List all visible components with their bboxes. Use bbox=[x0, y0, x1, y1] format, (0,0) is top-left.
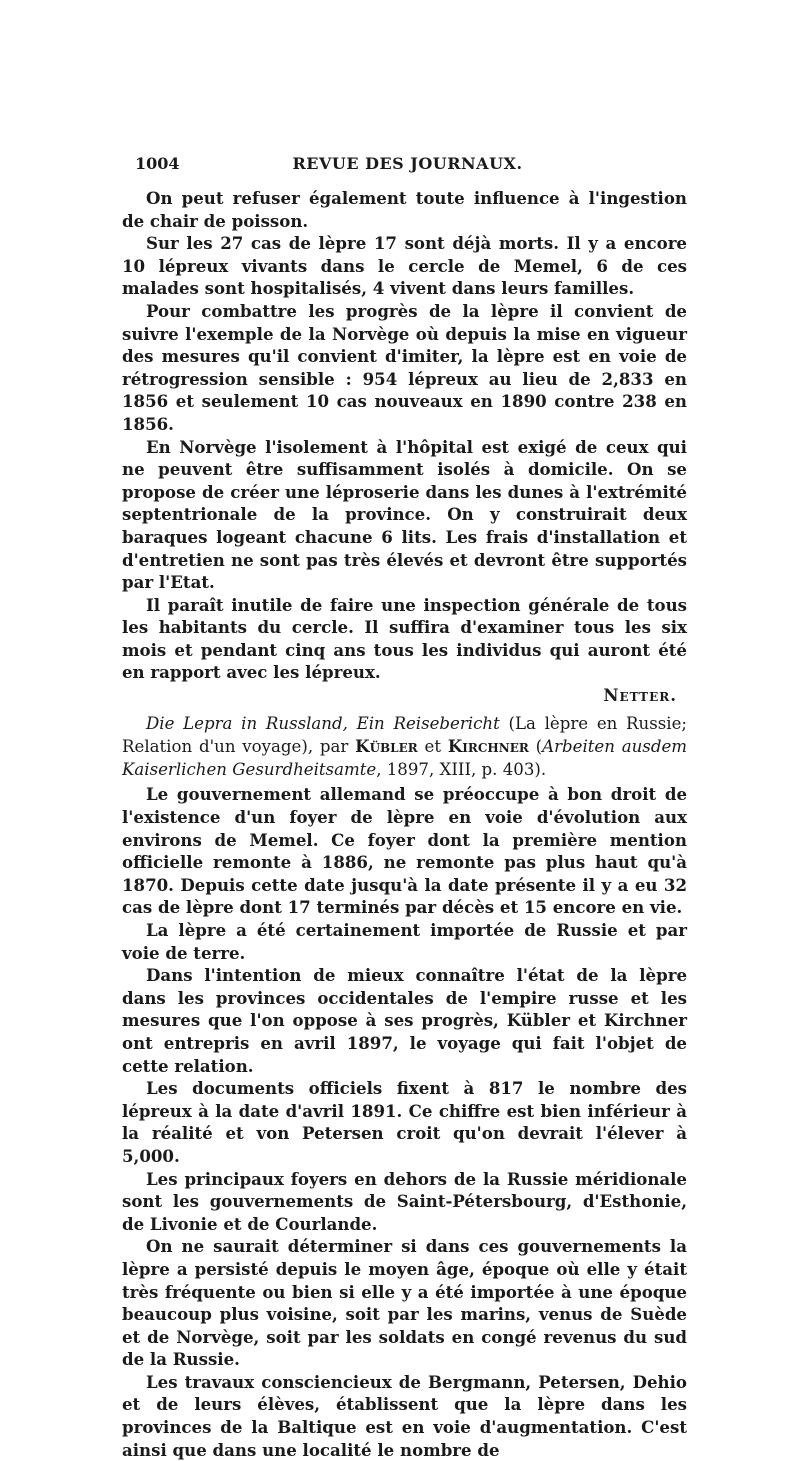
reference-title: Die Lepra in Russland, Ein Reisebericht bbox=[146, 713, 500, 733]
reference-author: Kirchner bbox=[447, 736, 529, 757]
reference-translation: (La lèpre en Russie; Relation d'un voyage), par bbox=[122, 713, 687, 757]
paragraph: On ne saurait déterminer si dans ces gouvernements la lèpre a persisté depuis le moyen âge, époque où elle y était très fréquente ou bien si elle y a été importée à une époque beaucoup plus voisine, soit par les marins, venus de Suède et de Norvège, soit par les soldats en congé revenus du sud de la Russie. bbox=[122, 1236, 687, 1370]
paragraph: Le gouvernement allemand se préoccupe à bon droit de l'existence d'un foyer de lèpre en voie d'évolution aux environs de Memel. Ce foyer dont la première mention officielle remonte à 1886, ne remonte pas plus haut qu'à 1870. Depuis cette date jusqu'à la date présente il y a eu 32 cas de lèpre dont 17 terminés par décès et 15 encore en vie. bbox=[122, 784, 687, 918]
reference-journal: Arbeiten ausdem Kaiserlichen Gesurdheitsamte bbox=[122, 737, 687, 779]
paragraph: Les principaux foyers en dehors de la Russie méridionale sont les gouvernements de Saint-Pétersbourg, d'Esthonie, de Livonie et de Courlande. bbox=[122, 1168, 687, 1234]
reference-citation: , 1897, XIII, p. 403). bbox=[376, 759, 547, 779]
page-header bbox=[135, 154, 680, 178]
page-number: 1004 bbox=[135, 154, 180, 173]
paragraph: Pour combattre les progrès de la lèpre il convient de suivre l'exemple de la Norvège où depuis la mise en vigueur des mesures qu'il convient d'imiter, la lèpre est en voie de rétrogression sensible : 954 lépreux au lieu de 2,833 en 1856 et seulement 10 cas nouveaux en 1890 contre 238 en 1856. bbox=[122, 300, 687, 434]
reference-open-paren: ( bbox=[528, 737, 543, 757]
paragraph: Dans l'intention de mieux connaître l'état de la lèpre dans les provinces occidentales de l'empire russe et les mesures que l'on oppose à ses progrès, Kübler et Kirchner ont entrepris en avril 1897, le voyage qui fait l'objet de cette relation. bbox=[122, 965, 687, 1076]
running-title: REVUE DES JOURNAUX. bbox=[292, 154, 523, 173]
paragraph: On peut refuser également toute influence à l'ingestion de chair de poisson. bbox=[122, 188, 687, 231]
page-body bbox=[122, 187, 687, 1461]
paragraph: Les travaux consciencieux de Bergmann, Petersen, Dehio et de leurs élèves, établissent que la lèpre dans les provinces de la Baltique est en voie d'augmentation. C'est ainsi que dans une localité le nombre de bbox=[122, 1371, 687, 1460]
author-signature: Netter. bbox=[603, 685, 677, 706]
paragraph: Sur les 27 cas de lèpre 17 sont déjà morts. Il y a encore 10 lépreux vivants dans le cercle de Memel, 6 de ces malades sont hospitalisés, 4 vivent dans leurs familles. bbox=[122, 233, 687, 299]
reference-author: Kübler bbox=[355, 736, 418, 757]
paragraph: La lèpre a été certainement importée de Russie et par voie de terre. bbox=[122, 920, 687, 963]
paragraph: Il paraît inutile de faire une inspection générale de tous les habitants du cercle. Il suffira d'examiner tous les six mois et pendant cinq ans tous les individus qui auront été en rapport avec les lépreux. bbox=[122, 594, 687, 683]
reference-conjunction: et bbox=[417, 737, 448, 757]
paragraph: Les documents officiels fixent à 817 le nombre des lépreux à la date d'avril 1891. Ce chiffre est bien inférieur à la réalité et von Petersen croit qu'on devrait l'élever à 5,000. bbox=[122, 1078, 687, 1166]
article-reference bbox=[122, 713, 687, 782]
paragraph: En Norvège l'isolement à l'hôpital est exigé de ceux qui ne peuvent être suffisamment isolés à domicile. On se propose de créer une léproserie dans les dunes à l'extrémité septentrionale de la province. On y construirait deux baraques logeant chacune 6 lits. Les frais d'installation et d'entretien ne sont pas très élevés et devront être supportés par l'Etat. bbox=[122, 436, 687, 593]
